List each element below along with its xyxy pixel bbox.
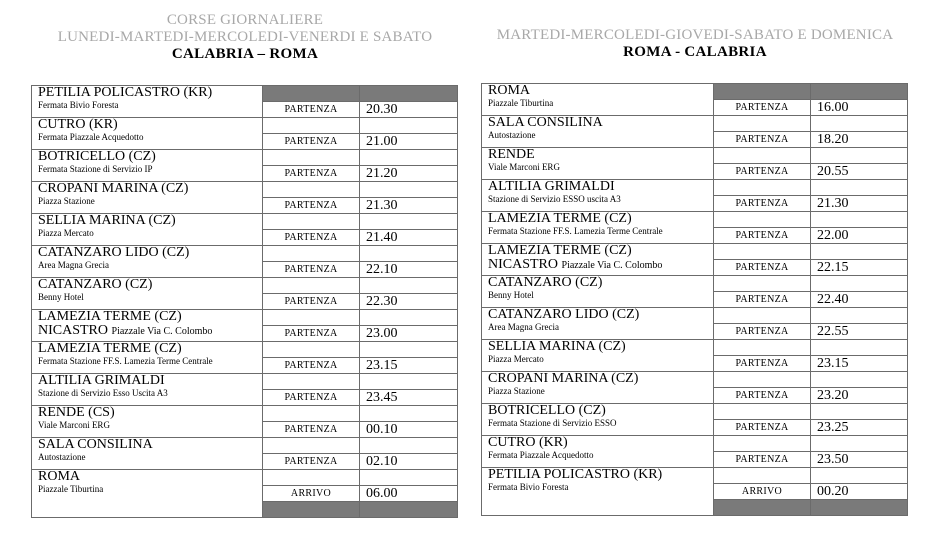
arrival-label: ARRIVO xyxy=(263,486,360,502)
footer-shade-cell xyxy=(263,502,360,518)
departure-label: PARTENZA xyxy=(714,324,811,340)
right-schedule-header xyxy=(470,27,920,61)
stop-row xyxy=(32,278,458,294)
departure-label: PARTENZA xyxy=(263,358,360,374)
stop-row xyxy=(32,150,458,166)
stop-location: Viale Marconi ERG xyxy=(488,162,560,172)
spacer-cell xyxy=(360,182,458,198)
stop-name: CATANZARO (CZ) xyxy=(38,277,153,292)
stop-cell xyxy=(32,310,263,342)
stop-cell xyxy=(482,436,714,468)
stop-name: BOTRICELLO (CZ) xyxy=(38,149,156,164)
stop-time: 02.10 xyxy=(360,454,458,470)
stop-name: LAMEZIA TERME (CZ) xyxy=(38,309,182,324)
stop-time: 21.30 xyxy=(811,196,908,212)
stop-name: ALTILIA GRIMALDI xyxy=(488,179,615,194)
stop-location: Piazza Stazione xyxy=(488,386,545,396)
stop-location: Stazione di Servizio ESSO uscita A3 xyxy=(488,194,621,204)
stop-location: Piazzale Tiburtina xyxy=(488,98,554,108)
stop-name: ROMA xyxy=(488,83,531,98)
stop-row xyxy=(482,148,908,164)
departure-label: PARTENZA xyxy=(263,198,360,214)
stop-name: CATANZARO LIDO (CZ) xyxy=(38,245,190,260)
stop-location: Fermata Stazione FF.S. Lamezia Terme Centrale xyxy=(38,356,213,366)
stop-time: 16.00 xyxy=(811,100,908,116)
spacer-cell xyxy=(263,470,360,486)
stop-name: CATANZARO LIDO (CZ) xyxy=(488,307,640,322)
spacer-cell xyxy=(360,470,458,486)
stop-cell xyxy=(482,372,714,404)
stop-name: CATANZARO (CZ) xyxy=(488,275,603,290)
departure-label: PARTENZA xyxy=(714,228,811,244)
stop-row xyxy=(482,308,908,324)
stop-name: BOTRICELLO (CZ) xyxy=(488,403,606,418)
departure-label: PARTENZA xyxy=(714,132,811,148)
spacer-cell xyxy=(360,310,458,326)
spacer-cell xyxy=(811,372,908,388)
stop-time: 23.15 xyxy=(811,356,908,372)
stop-cell xyxy=(482,116,714,148)
departure-label: PARTENZA xyxy=(714,292,811,308)
left-route-title: CALABRIA – ROMA xyxy=(171,46,319,62)
departure-label: PARTENZA xyxy=(263,134,360,150)
stop-time: 00.20 xyxy=(811,484,908,500)
spacer-cell xyxy=(360,150,458,166)
stop-name: CUTRO (KR) xyxy=(38,117,118,132)
stop-location: Benny Hotel xyxy=(488,290,534,300)
stop-row xyxy=(32,342,458,358)
departure-label: PARTENZA xyxy=(263,390,360,406)
departure-label: PARTENZA xyxy=(263,102,360,118)
stop-row xyxy=(32,86,458,102)
stop-location: Fermata Stazione di Servizio ESSO xyxy=(488,418,617,428)
stop-row xyxy=(482,244,908,260)
stop-row xyxy=(32,470,458,486)
stop-cell xyxy=(32,118,263,150)
stop-cell xyxy=(482,340,714,372)
stop-name-line2: NICASTRO xyxy=(488,257,559,272)
stop-row xyxy=(32,406,458,422)
spacer-cell xyxy=(811,148,908,164)
stop-cell xyxy=(32,182,263,214)
spacer-cell xyxy=(811,340,908,356)
departure-label: PARTENZA xyxy=(263,230,360,246)
stop-location: Fermata Piazzale Acquedotto xyxy=(38,132,144,142)
stop-row xyxy=(482,468,908,484)
spacer-cell xyxy=(714,468,811,484)
stop-time: 21.30 xyxy=(360,198,458,214)
spacer-cell xyxy=(714,148,811,164)
spacer-cell xyxy=(360,406,458,422)
stop-cell xyxy=(32,86,263,118)
stop-row xyxy=(32,438,458,454)
stop-name: SELLIA MARINA (CZ) xyxy=(38,213,176,228)
spacer-cell xyxy=(263,310,360,326)
stop-row xyxy=(32,310,458,326)
stop-time: 18.20 xyxy=(811,132,908,148)
spacer-cell xyxy=(360,118,458,134)
footer-shade-cell xyxy=(360,502,458,518)
stop-name: ROMA xyxy=(38,469,81,484)
spacer-cell xyxy=(811,212,908,228)
spacer-cell xyxy=(714,116,811,132)
spacer-cell xyxy=(263,278,360,294)
stop-time: 23.25 xyxy=(811,420,908,436)
departure-label: PARTENZA xyxy=(714,452,811,468)
stop-location: Benny Hotel xyxy=(38,292,84,302)
stop-cell xyxy=(482,404,714,436)
arrival-label: ARRIVO xyxy=(714,484,811,500)
stop-time: 23.00 xyxy=(360,326,458,342)
stop-name: LAMEZIA TERME (CZ) xyxy=(488,211,632,226)
stop-cell xyxy=(482,84,714,116)
stop-name: PETILIA POLICASTRO (KR) xyxy=(38,85,213,100)
stop-time: 22.40 xyxy=(811,292,908,308)
stop-name: RENDE (CS) xyxy=(38,405,115,420)
stop-cell xyxy=(482,244,714,276)
stop-cell xyxy=(32,246,263,278)
departure-label: PARTENZA xyxy=(263,166,360,182)
stop-cell xyxy=(482,468,714,516)
stop-name: CROPANI MARINA (CZ) xyxy=(488,371,639,386)
departure-label: PARTENZA xyxy=(714,260,811,276)
spacer-cell xyxy=(263,214,360,230)
left-timetable xyxy=(31,85,458,518)
spacer-cell xyxy=(360,374,458,390)
spacer-cell xyxy=(714,212,811,228)
stop-row xyxy=(482,340,908,356)
left-schedule-header xyxy=(30,12,460,63)
spacer-cell xyxy=(714,436,811,452)
stop-cell xyxy=(32,374,263,406)
spacer-cell xyxy=(263,182,360,198)
spacer-cell xyxy=(714,244,811,260)
stop-time: 23.20 xyxy=(811,388,908,404)
stop-location: Area Magna Grecia xyxy=(488,322,559,332)
spacer-cell xyxy=(263,118,360,134)
stop-name: CUTRO (KR) xyxy=(488,435,568,450)
header-shade-cell xyxy=(811,84,908,100)
spacer-cell xyxy=(714,308,811,324)
stop-time: 00.10 xyxy=(360,422,458,438)
stop-location: Fermata Stazione FF.S. Lamezia Terme Centrale xyxy=(488,226,663,236)
spacer-cell xyxy=(811,404,908,420)
departure-label: PARTENZA xyxy=(714,164,811,180)
right-timetable xyxy=(481,83,908,516)
stop-name: SALA CONSILINA xyxy=(38,437,153,452)
stop-cell xyxy=(32,278,263,310)
stop-row xyxy=(32,374,458,390)
departure-label: PARTENZA xyxy=(714,100,811,116)
stop-time: 22.55 xyxy=(811,324,908,340)
stop-cell xyxy=(32,470,263,518)
stop-row xyxy=(482,436,908,452)
stop-name: LAMEZIA TERME (CZ) xyxy=(488,243,632,258)
stop-row xyxy=(482,116,908,132)
stop-row xyxy=(482,212,908,228)
departure-label: PARTENZA xyxy=(714,356,811,372)
stop-time: 20.30 xyxy=(360,102,458,118)
footer-shade-cell xyxy=(714,500,811,516)
departure-label: PARTENZA xyxy=(714,420,811,436)
stop-row xyxy=(482,276,908,292)
stop-location: Fermata Bivio Foresta xyxy=(488,482,569,492)
stop-row xyxy=(482,180,908,196)
stop-time: 21.20 xyxy=(360,166,458,182)
stop-time: 22.00 xyxy=(811,228,908,244)
stop-location: Stazione di Servizio Esso Uscita A3 xyxy=(38,388,168,398)
spacer-cell xyxy=(263,150,360,166)
spacer-cell xyxy=(263,374,360,390)
spacer-cell xyxy=(811,180,908,196)
stop-location: Fermata Piazzale Acquedotto xyxy=(488,450,594,460)
spacer-cell xyxy=(263,246,360,262)
stop-time: 22.10 xyxy=(360,262,458,278)
spacer-cell xyxy=(360,246,458,262)
spacer-cell xyxy=(360,214,458,230)
stop-time: 21.00 xyxy=(360,134,458,150)
stop-time: 22.30 xyxy=(360,294,458,310)
stop-row xyxy=(32,246,458,262)
stop-location: Fermata Stazione di Servizio IP xyxy=(38,164,153,174)
stop-location: Piazza Mercato xyxy=(38,228,94,238)
stop-cell xyxy=(482,308,714,340)
stop-row xyxy=(32,182,458,198)
stop-location: Piazza Stazione xyxy=(38,196,95,206)
spacer-cell xyxy=(360,438,458,454)
stop-location: Piazzale Tiburtina xyxy=(38,484,104,494)
stop-cell xyxy=(32,150,263,182)
footer-shade-cell xyxy=(811,500,908,516)
stop-name: LAMEZIA TERME (CZ) xyxy=(38,341,182,356)
stop-location: Autostazione xyxy=(38,452,86,462)
stop-name: RENDE xyxy=(488,147,535,162)
stop-cell xyxy=(32,342,263,374)
stop-name: PETILIA POLICASTRO (KR) xyxy=(488,467,663,482)
departure-label: PARTENZA xyxy=(263,262,360,278)
stop-time: 20.55 xyxy=(811,164,908,180)
stop-name: SELLIA MARINA (CZ) xyxy=(488,339,626,354)
stop-name: ALTILIA GRIMALDI xyxy=(38,373,165,388)
stop-row xyxy=(32,118,458,134)
stop-time: 21.40 xyxy=(360,230,458,246)
departure-label: PARTENZA xyxy=(263,454,360,470)
spacer-cell xyxy=(714,276,811,292)
stop-location: Piazzale Via C. Colombo xyxy=(111,326,213,337)
header-shade-cell xyxy=(714,84,811,100)
stop-time: 22.15 xyxy=(811,260,908,276)
stop-location: Area Magna Grecia xyxy=(38,260,109,270)
stop-time: 06.00 xyxy=(360,486,458,502)
stop-row xyxy=(482,372,908,388)
stop-name-line2: NICASTRO xyxy=(38,323,109,338)
departure-label: PARTENZA xyxy=(714,196,811,212)
right-route-title: ROMA - CALABRIA xyxy=(623,44,767,60)
spacer-cell xyxy=(714,340,811,356)
stop-cell xyxy=(32,438,263,470)
spacer-cell xyxy=(263,438,360,454)
header-shade-cell xyxy=(360,86,458,102)
spacer-cell xyxy=(714,180,811,196)
spacer-cell xyxy=(811,308,908,324)
stop-cell xyxy=(32,214,263,246)
spacer-cell xyxy=(811,276,908,292)
departure-label: PARTENZA xyxy=(714,388,811,404)
spacer-cell xyxy=(360,342,458,358)
stop-name: CROPANI MARINA (CZ) xyxy=(38,181,189,196)
stop-cell xyxy=(482,180,714,212)
stop-cell xyxy=(482,212,714,244)
stop-location: Fermata Bivio Foresta xyxy=(38,100,119,110)
spacer-cell xyxy=(360,278,458,294)
stop-name: SALA CONSILINA xyxy=(488,115,603,130)
stop-row xyxy=(482,84,908,100)
stop-time: 23.15 xyxy=(360,358,458,374)
stop-row xyxy=(482,404,908,420)
departure-label: PARTENZA xyxy=(263,326,360,342)
stop-time: 23.45 xyxy=(360,390,458,406)
spacer-cell xyxy=(811,244,908,260)
stop-location: Viale Marconi ERG xyxy=(38,420,110,430)
stop-time: 23.50 xyxy=(811,452,908,468)
spacer-cell xyxy=(811,468,908,484)
stop-row xyxy=(32,214,458,230)
stop-location: Autostazione xyxy=(488,130,536,140)
right-header-line1: MARTEDI-MERCOLEDI-GIOVEDI-SABATO E DOMENICA xyxy=(496,27,894,43)
spacer-cell xyxy=(263,406,360,422)
spacer-cell xyxy=(263,342,360,358)
stop-location: Piazza Mercato xyxy=(488,354,544,364)
stop-location: Piazzale Via C. Colombo xyxy=(561,260,663,271)
spacer-cell xyxy=(714,372,811,388)
stop-cell xyxy=(32,406,263,438)
spacer-cell xyxy=(714,404,811,420)
left-header-line2: LUNEDI-MARTEDI-MERCOLEDI-VENERDI E SABATO xyxy=(57,29,433,45)
header-shade-cell xyxy=(263,86,360,102)
stop-cell xyxy=(482,148,714,180)
stop-cell xyxy=(482,276,714,308)
left-header-line1: CORSE GIORNALIERE xyxy=(166,12,324,28)
spacer-cell xyxy=(811,436,908,452)
departure-label: PARTENZA xyxy=(263,294,360,310)
spacer-cell xyxy=(811,116,908,132)
departure-label: PARTENZA xyxy=(263,422,360,438)
